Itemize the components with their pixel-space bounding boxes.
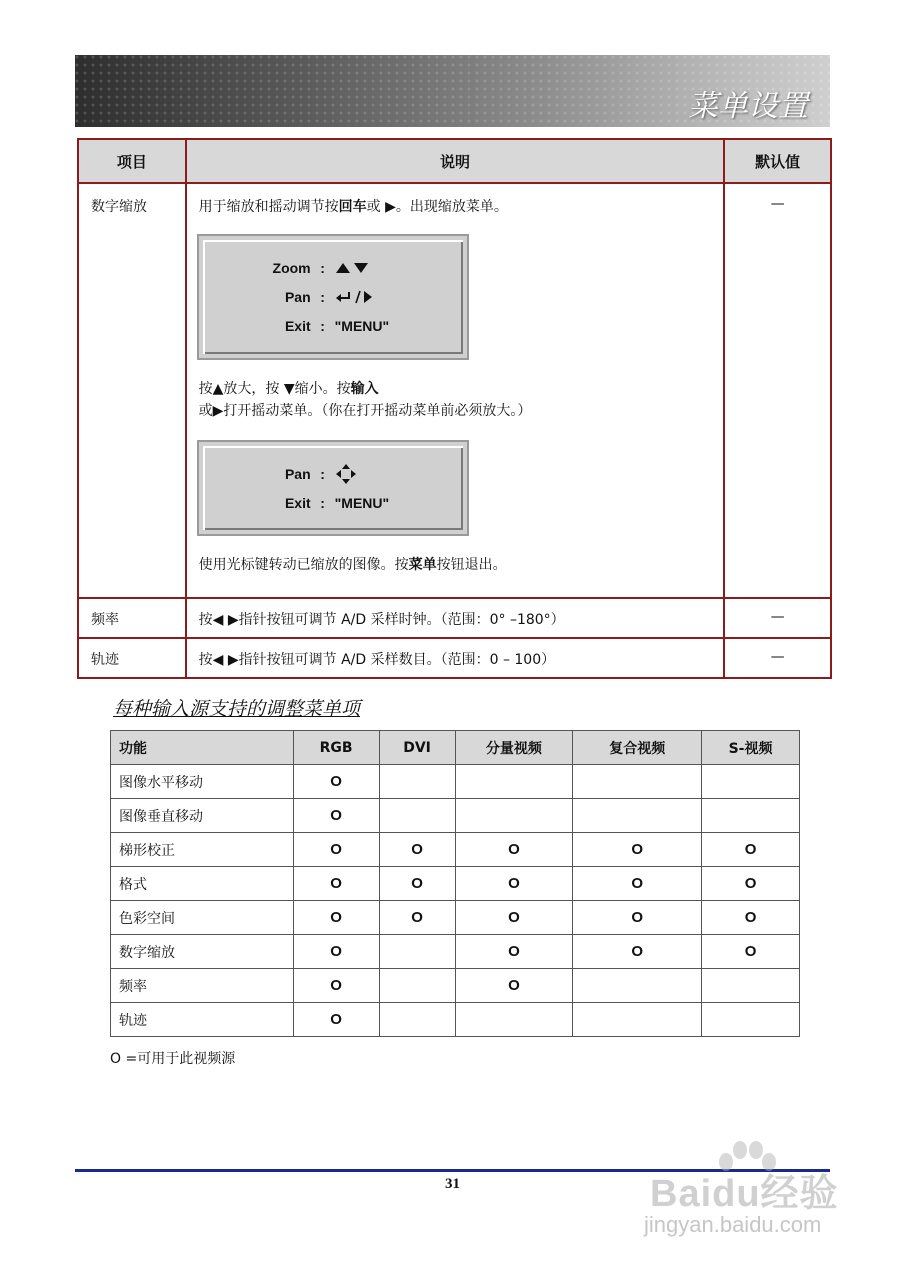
availability-mark <box>455 799 573 833</box>
table-row <box>111 1003 800 1037</box>
osd-zoom-row <box>251 254 415 283</box>
zoom-line-1: 用于缩放和摇动调节按回车或 ▶。出现缩放菜单。 <box>198 199 508 215</box>
item-tracking: 轨迹 <box>78 638 186 678</box>
default-digital-zoom: — <box>724 183 831 598</box>
up-arrow-icon <box>335 262 351 274</box>
osd-colon: : <box>320 318 325 334</box>
down-arrow-icon <box>353 262 369 274</box>
watermark-url: jingyan.baidu.com <box>644 1212 822 1237</box>
table-header-row <box>78 139 831 183</box>
osd-colon: : <box>320 289 325 305</box>
availability-mark <box>379 1003 455 1037</box>
osd-exit-value: "MENU" <box>334 318 390 334</box>
availability-mark <box>379 765 455 799</box>
availability-mark: O <box>293 799 379 833</box>
column-header: RGB <box>293 731 379 765</box>
availability-mark <box>455 765 573 799</box>
feature-name: 图像垂直移动 <box>111 799 294 833</box>
table-row-digital-zoom <box>78 183 831 598</box>
availability-mark <box>379 935 455 969</box>
column-header: 复合视频 <box>573 731 702 765</box>
availability-mark: O <box>573 867 702 901</box>
osd-colon: : <box>320 260 325 276</box>
slash-icon <box>355 290 361 304</box>
availability-mark: O <box>293 1003 379 1037</box>
feature-name: 数字缩放 <box>111 935 294 969</box>
right-arrow-icon <box>363 290 373 304</box>
osd-pan-label: Pan <box>284 465 311 482</box>
table-row <box>111 867 800 901</box>
availability-mark <box>702 799 800 833</box>
availability-mark: O <box>293 765 379 799</box>
osd-zoom-label: Zoom <box>272 260 311 276</box>
osd-pan-label: Pan <box>284 289 311 305</box>
header-default: 默认值 <box>724 139 831 183</box>
osd-pan-row <box>251 283 415 312</box>
availability-mark <box>702 969 800 1003</box>
feature-name: 格式 <box>111 867 294 901</box>
pan-osd-panel <box>199 442 467 534</box>
watermark-logo: Baidu经验 <box>650 1173 839 1215</box>
table-row <box>111 799 800 833</box>
availability-mark: O <box>702 901 800 935</box>
default-frequency: — <box>724 598 831 638</box>
availability-mark <box>379 799 455 833</box>
column-header: DVI <box>379 731 455 765</box>
zoom-osd-panel <box>199 236 467 358</box>
availability-mark: O <box>573 935 702 969</box>
column-header: S-视频 <box>702 731 800 765</box>
column-header: 分量视频 <box>455 731 573 765</box>
availability-mark: O <box>455 935 573 969</box>
zoom-line-3: 使用光标键转动已缩放的图像。按菜单按钮退出。 <box>198 557 507 573</box>
availability-mark <box>702 1003 800 1037</box>
section-title: 每种输入源支持的调整菜单项 <box>113 698 361 720</box>
osd-exit-label: Exit <box>284 318 311 334</box>
availability-mark: O <box>293 969 379 1003</box>
availability-mark: O <box>455 969 573 1003</box>
availability-mark: O <box>573 833 702 867</box>
availability-mark: O <box>455 901 573 935</box>
availability-mark: O <box>293 901 379 935</box>
source-availability-table <box>110 730 800 1037</box>
availability-mark: O <box>573 901 702 935</box>
table-row <box>111 765 800 799</box>
header-description: 说明 <box>186 139 725 183</box>
four-way-arrow-icon <box>335 463 357 485</box>
availability-header-row <box>111 731 800 765</box>
table-row <box>111 833 800 867</box>
menu-settings-table <box>77 138 832 679</box>
osd-colon: : <box>320 494 325 511</box>
item-digital-zoom: 数字缩放 <box>78 183 186 598</box>
availability-mark <box>573 969 702 1003</box>
feature-name: 频率 <box>111 969 294 1003</box>
availability-mark <box>573 765 702 799</box>
table-row <box>111 969 800 1003</box>
availability-mark <box>702 765 800 799</box>
availability-mark: O <box>379 901 455 935</box>
description-tracking: 按◀ ▶指针按钮可调节 A/D 采样数目。（范围：0 – 100） <box>186 638 725 678</box>
table-row-tracking <box>78 638 831 678</box>
osd-colon: : <box>320 465 325 482</box>
availability-mark: O <box>293 833 379 867</box>
availability-mark: O <box>293 867 379 901</box>
availability-mark <box>573 799 702 833</box>
osd-pan-row <box>251 459 415 488</box>
availability-mark <box>573 1003 702 1037</box>
availability-mark: O <box>379 867 455 901</box>
osd-exit-label: Exit <box>284 494 311 511</box>
osd-exit-value: "MENU" <box>334 494 390 511</box>
availability-mark: O <box>293 935 379 969</box>
availability-mark: O <box>702 833 800 867</box>
feature-name: 轨迹 <box>111 1003 294 1037</box>
availability-mark: O <box>455 833 573 867</box>
item-frequency: 频率 <box>78 598 186 638</box>
availability-mark: O <box>379 833 455 867</box>
watermark <box>640 1140 860 1250</box>
osd-exit-row <box>251 312 415 341</box>
header-item: 项目 <box>78 139 186 183</box>
feature-name: 梯形校正 <box>111 833 294 867</box>
feature-name: 色彩空间 <box>111 901 294 935</box>
availability-mark <box>379 969 455 1003</box>
osd-exit-row <box>251 488 415 517</box>
availability-mark: O <box>455 867 573 901</box>
availability-note: O =可用于此视频源 <box>110 1051 236 1067</box>
description-frequency: 按◀ ▶指针按钮可调节 A/D 采样时钟。（范围：0° –180°） <box>186 598 725 638</box>
header-banner <box>75 55 830 127</box>
page-title: 菜单设置 <box>688 89 808 124</box>
availability-mark <box>455 1003 573 1037</box>
page-number: 31 <box>445 1176 460 1192</box>
availability-mark: O <box>702 935 800 969</box>
feature-name: 图像水平移动 <box>111 765 294 799</box>
description-digital-zoom <box>186 183 725 598</box>
table-row <box>111 935 800 969</box>
column-header: 功能 <box>111 731 294 765</box>
enter-icon <box>335 290 353 304</box>
default-tracking: — <box>724 638 831 678</box>
availability-mark: O <box>702 867 800 901</box>
table-row-frequency <box>78 598 831 638</box>
zoom-line-2: 按▲放大，按 ▼缩小。按输入或▶打开摇动菜单。（你在打开摇动菜单前必须放大。） <box>198 381 532 419</box>
table-row <box>111 901 800 935</box>
